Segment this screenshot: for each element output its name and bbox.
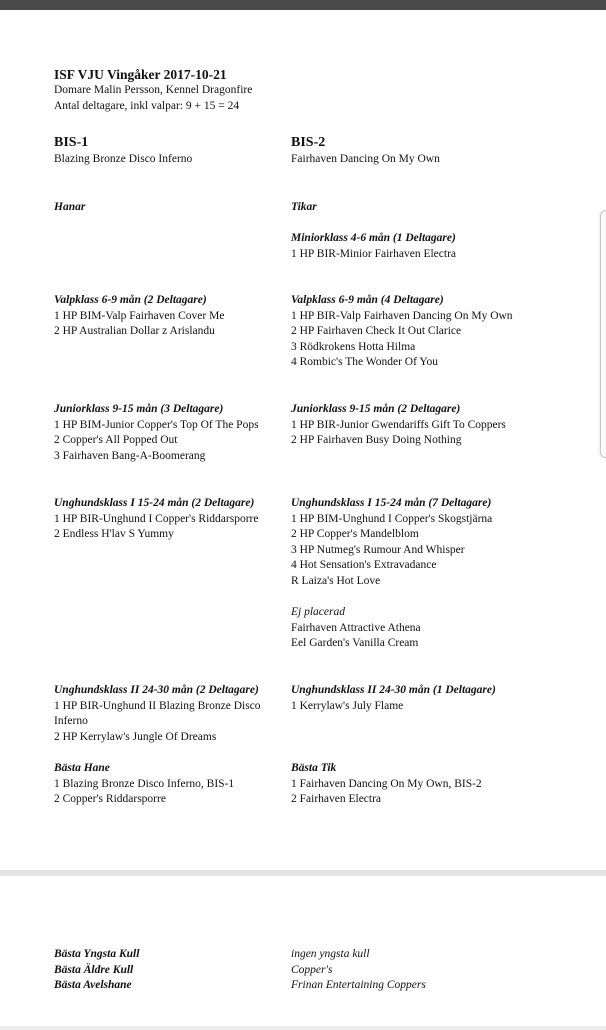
class-heading: Unghundsklass I 15-24 mån (2 Deltagare): [54, 497, 255, 509]
best-female-heading: Bästa Tik: [291, 762, 337, 774]
class-heading: Unghundsklass II 24-30 mån (2 Deltagare): [54, 684, 259, 696]
document-page: [0, 10, 606, 870]
footer-label: Bästa Avelshane: [54, 979, 132, 991]
class-entry: 1 HP BIM-Unghund I Copper's Skogstjärna: [291, 512, 493, 525]
class-entry: 3 Rödkrokens Hotta Hilma: [291, 340, 416, 353]
class-heading: Valpklass 6-9 mån (2 Deltagare): [54, 294, 207, 306]
footer-label: Bästa Yngsta Kull: [54, 948, 140, 960]
females-heading: Tikar: [291, 201, 317, 213]
class-entry: 2 HP Fairhaven Busy Doing Nothing: [291, 434, 462, 446]
class-entry: 2 HP Fairhaven Check It Out Clarice: [291, 325, 462, 337]
class-entry: 1 Kerrylaw's July Flame: [291, 699, 404, 712]
footer-value: Frinan Entertaining Coppers: [291, 979, 426, 991]
class-entry: 1 HP BIR-Junior Gwendariffs Gift To Coppers: [291, 418, 506, 431]
unplaced-entry: Eel Garden's Vanilla Cream: [291, 637, 419, 649]
best-entry: 2 Fairhaven Electra: [291, 793, 382, 805]
unplaced-heading: Ej placerad: [291, 606, 345, 618]
class-heading: Juniorklass 9-15 mån (3 Deltagare): [54, 403, 224, 415]
bis2-block: [291, 134, 591, 168]
valp-class-female: [291, 293, 591, 371]
best-male-block: [54, 761, 282, 808]
class-heading: Juniorklass 9-15 mån (2 Deltagare): [291, 403, 461, 415]
best-entry: 2 Copper's Riddarsporre: [54, 793, 166, 805]
class-entry: 4 Hot Sensation's Extravadance: [291, 559, 437, 571]
footer-labels: [54, 947, 282, 994]
valp-class-male: [54, 293, 282, 340]
class-entry: 4 Rombic's The Wonder Of You: [291, 356, 439, 368]
class-entry: 3 HP Nutmeg's Rumour And Whisper: [291, 543, 465, 556]
bis1-name: Blazing Bronze Disco Inferno: [54, 153, 193, 165]
best-entry: 1 Fairhaven Dancing On My Own, BIS-2: [291, 777, 482, 790]
document-title: ISF VJU Vingåker 2017-10-21: [54, 67, 227, 82]
class-entry: 1 HP BIM-Junior Copper's Top Of The Pops: [54, 418, 259, 431]
unghund2-class-female: [291, 683, 591, 714]
class-entry: 2 Endless H'lav S Yummy: [54, 528, 174, 540]
best-female-block: [291, 761, 591, 808]
class-entry: R Laiza's Hot Love: [291, 574, 381, 587]
males-heading: Hanar: [54, 201, 86, 213]
scroll-handle[interactable]: [600, 210, 606, 458]
footer-value: Copper's: [291, 963, 333, 976]
page-bottom-edge: [0, 1026, 606, 1030]
bis1-label: BIS-1: [54, 135, 89, 150]
best-entry: 1 Blazing Bronze Disco Inferno, BIS-1: [54, 777, 235, 790]
best-male-heading: Bästa Hane: [54, 762, 110, 774]
class-entry: 1 HP BIR-Valp Fairhaven Dancing On My Own: [291, 309, 513, 322]
judge-line: Domare Malin Persson, Kennel Dragonfire: [54, 84, 253, 96]
class-entry: 2 HP Copper's Mandelblom: [291, 528, 419, 540]
unghund2-class-male: [54, 683, 282, 745]
bis2-label: BIS-2: [291, 135, 326, 150]
class-entry: 3 Fairhaven Bang-A-Boomerang: [54, 449, 206, 462]
class-heading: Unghundsklass I 15-24 mån (7 Deltagare): [291, 497, 492, 509]
footer-value: ingen yngsta kull: [291, 948, 370, 960]
unplaced-entry: Fairhaven Attractive Athena: [291, 621, 421, 634]
class-entry: 1 HP BIR-Unghund I Copper's Riddarsporre: [54, 512, 259, 525]
class-entry: 1 HP BIR-Minior Fairhaven Electra: [291, 247, 457, 260]
unghund1-class-female: [291, 496, 591, 652]
class-entry: 1 HP BIM-Valp Fairhaven Cover Me: [54, 309, 225, 322]
minior-class-female: [291, 231, 591, 262]
junior-class-female: [291, 402, 591, 449]
class-entry: 2 HP Australian Dollar z Arislandu: [54, 325, 215, 337]
document-header: [54, 66, 454, 114]
class-heading: Valpklass 6-9 mån (4 Deltagare): [291, 294, 444, 306]
participants-line: Antal deltagare, inkl valpar: 9 + 15 = 24: [54, 99, 240, 112]
junior-class-male: [54, 402, 282, 464]
class-entry: 2 Copper's All Popped Out: [54, 434, 178, 446]
class-heading: Unghundsklass II 24-30 mån (1 Deltagare): [291, 684, 496, 696]
footer-label: Bästa Äldre Kull: [54, 963, 134, 976]
bis2-name: Fairhaven Dancing On My Own: [291, 153, 440, 165]
footer-values: [291, 947, 591, 994]
document-page-2: [0, 876, 606, 1030]
unghund1-class-male: [54, 496, 282, 543]
window-top-bar: [0, 0, 606, 10]
bis1-block: [54, 134, 282, 168]
class-heading: Miniorklass 4-6 mån (1 Deltagare): [291, 232, 456, 244]
class-entry: 2 HP Kerrylaw's Jungle Of Dreams: [54, 730, 217, 743]
class-entry: 1 HP BIR-Unghund II Blazing Bronze Disco Inferno: [54, 699, 261, 727]
